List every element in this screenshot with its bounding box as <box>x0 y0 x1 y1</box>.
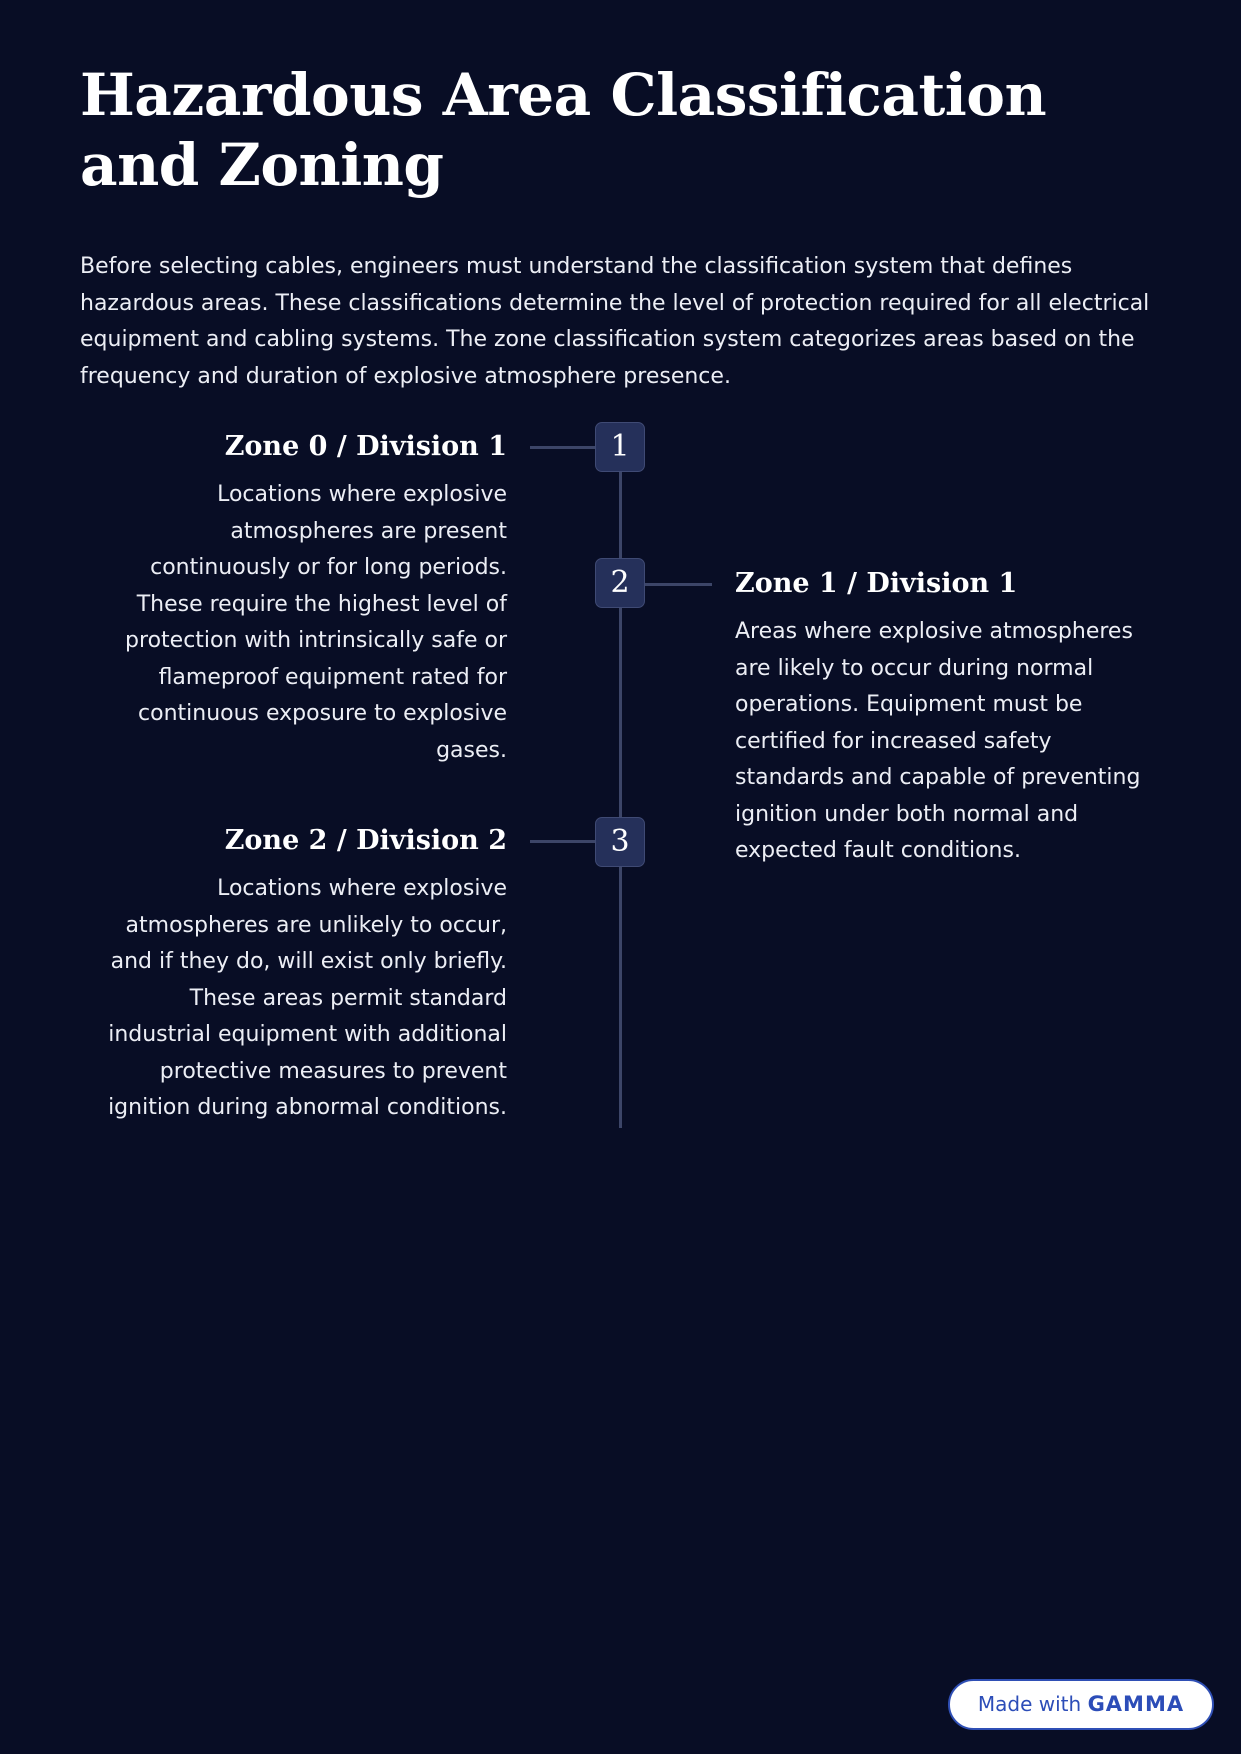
zone-description-1: Locations where explosive atmospheres are present continuously or for long periods. These require the highest level of protection with intrinsically safe or flameproof equipment rated for continuous exposure to explosive gases. <box>125 482 507 763</box>
intro-paragraph: Before selecting cables, engineers must understand the classification system that defines hazardous areas. These classifications determine the level of protection required for all electrical equipment and cabling systems. The zone classification system categorizes areas based on the frequency and duration of explosive atmosphere presence. <box>80 254 1150 389</box>
page-title: Hazardous Area Classification and Zoning <box>80 61 1047 199</box>
zone-description-3: Locations where explosive atmospheres are unlikely to occur, and if they do, will exist only briefly. These areas permit standard industrial equipment with additional protective measures to prevent ignition during abnormal conditions. <box>108 876 507 1120</box>
timeline-connector-2 <box>645 583 712 586</box>
timeline-connector-3 <box>530 840 596 843</box>
made-with-label: Made with <box>977 1692 1082 1716</box>
timeline-line <box>619 447 622 1128</box>
gamma-logo: GAMMA <box>1087 1692 1185 1716</box>
zone-number-badge-1: 1 <box>595 422 645 472</box>
timeline-connector-1 <box>530 446 596 449</box>
zone-heading-1: Zone 0 / Division 1 <box>224 431 507 462</box>
made-with-gamma-badge[interactable] <box>948 1679 1214 1730</box>
zone-heading-3: Zone 2 / Division 2 <box>224 825 507 856</box>
zone-number-badge-2: 2 <box>595 558 645 608</box>
zone-description-2: Areas where explosive atmospheres are likely to occur during normal operations. Equipment must be certified for increased safety standards and capable of preventing ignition under both normal and expected fault conditions. <box>735 619 1141 863</box>
zone-heading-2: Zone 1 / Division 1 <box>735 568 1018 599</box>
zone-number-badge-3: 3 <box>595 817 645 867</box>
